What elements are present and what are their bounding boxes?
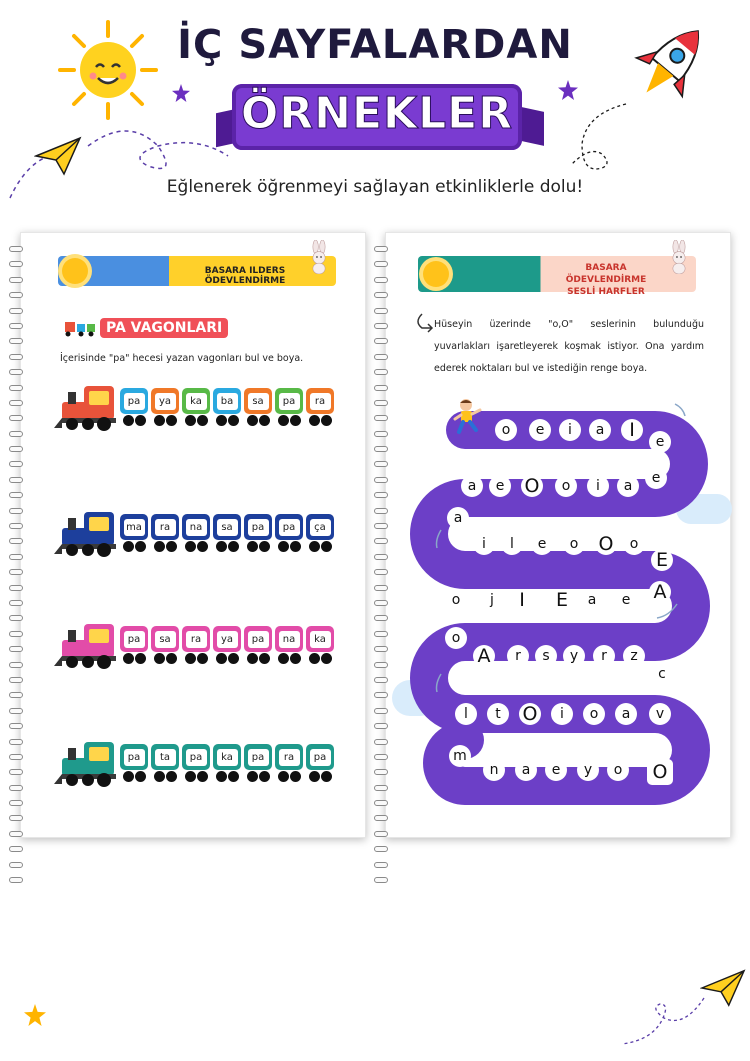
maze-bubble[interactable]: m bbox=[449, 745, 471, 767]
spiral-ring bbox=[9, 431, 23, 437]
spiral-ring bbox=[374, 292, 388, 298]
spiral-ring bbox=[374, 261, 388, 267]
train-wagon[interactable] bbox=[306, 388, 334, 414]
wagon-wheel bbox=[185, 415, 196, 426]
tagline: Eğlenerek öğrenmeyi sağlayan etkinliklerle dolu! bbox=[166, 177, 584, 197]
maze-bubble[interactable]: y bbox=[563, 645, 585, 667]
train-wagon[interactable] bbox=[213, 626, 241, 652]
wagon-wheel bbox=[290, 541, 301, 552]
spiral-ring bbox=[9, 277, 23, 283]
wagon-syllable: pa bbox=[248, 519, 269, 536]
train-wagon[interactable] bbox=[151, 626, 179, 652]
wagon-wheel bbox=[135, 771, 146, 782]
spiral-ring bbox=[9, 446, 23, 452]
wagon-syllable: ra bbox=[310, 393, 331, 410]
wagon-wheel bbox=[290, 415, 301, 426]
bunny-icon bbox=[308, 240, 330, 274]
wagon-syllable: ba bbox=[217, 393, 238, 410]
spiral-ring bbox=[9, 261, 23, 267]
spiral-ring bbox=[9, 385, 23, 391]
wagon-wheel bbox=[321, 415, 332, 426]
train-wagon[interactable] bbox=[120, 388, 148, 414]
spiral-ring bbox=[9, 585, 23, 591]
dashed-path-bottom bbox=[620, 990, 710, 1050]
wagon-wheel bbox=[154, 653, 165, 664]
maze-bubble[interactable]: O bbox=[647, 759, 673, 785]
boy-running-icon bbox=[452, 398, 486, 438]
maze-bubble[interactable]: a bbox=[515, 759, 537, 781]
wagon-syllable: sa bbox=[248, 393, 269, 410]
wagon-syllable: pa bbox=[279, 519, 300, 536]
maze-bubble[interactable]: j bbox=[481, 589, 503, 611]
wagon-wheel bbox=[259, 653, 270, 664]
spiral-ring bbox=[374, 308, 388, 314]
maze-bubble[interactable]: e bbox=[615, 589, 637, 611]
train-wagon[interactable] bbox=[244, 626, 272, 652]
maze-bubble[interactable]: i bbox=[551, 703, 573, 725]
wagon-wheel bbox=[135, 653, 146, 664]
spiral-ring bbox=[9, 846, 23, 852]
spiral-ring bbox=[374, 354, 388, 360]
train-wagon[interactable] bbox=[275, 744, 303, 770]
wagon-syllable: pa bbox=[124, 631, 145, 648]
wagon-syllable: pa bbox=[248, 749, 269, 766]
spiral-ring bbox=[9, 323, 23, 329]
wagon-wheel bbox=[247, 653, 258, 664]
spiral-ring bbox=[9, 354, 23, 360]
maze-bubble[interactable]: z bbox=[623, 645, 645, 667]
maze-bubble[interactable]: i bbox=[559, 419, 581, 441]
wagon-wheel bbox=[197, 541, 208, 552]
wagon-syllable: ma bbox=[124, 519, 145, 536]
page-subtitle-banner-text: ÖRNEKLER bbox=[240, 88, 514, 139]
wagon-syllable: ra bbox=[155, 519, 176, 536]
wagon-wheel bbox=[123, 415, 134, 426]
spiral-ring bbox=[9, 677, 23, 683]
spiral-ring bbox=[9, 646, 23, 652]
train-wagon[interactable] bbox=[213, 388, 241, 414]
wagon-wheel bbox=[321, 653, 332, 664]
train-wagon[interactable] bbox=[151, 514, 179, 540]
spiral-ring bbox=[9, 569, 23, 575]
spiral-ring bbox=[9, 769, 23, 775]
wagon-wheel bbox=[278, 771, 289, 782]
spiral-ring bbox=[9, 877, 23, 883]
locomotive-icon bbox=[54, 622, 120, 670]
spiral-ring bbox=[9, 692, 23, 698]
spiral-ring bbox=[9, 800, 23, 806]
spiral-ring bbox=[9, 831, 23, 837]
spiral-ring bbox=[374, 877, 388, 883]
locomotive-icon bbox=[54, 384, 120, 432]
train-wagon[interactable] bbox=[151, 388, 179, 414]
wagon-wheel bbox=[259, 771, 270, 782]
maze-bubble[interactable]: a bbox=[447, 507, 469, 529]
spiral-ring bbox=[9, 631, 23, 637]
sun-icon bbox=[62, 258, 88, 284]
maze-bubble[interactable]: c bbox=[651, 663, 673, 685]
wagon-wheel bbox=[216, 653, 227, 664]
maze-bubble[interactable]: e bbox=[531, 533, 553, 555]
train-wagon[interactable] bbox=[182, 514, 210, 540]
maze-bubble[interactable]: l bbox=[455, 703, 477, 725]
train-wagon[interactable] bbox=[182, 626, 210, 652]
maze-bubble[interactable]: a bbox=[581, 589, 603, 611]
spiral-ring bbox=[9, 338, 23, 344]
maze-bubble[interactable]: e bbox=[489, 475, 511, 497]
spiral-ring bbox=[9, 600, 23, 606]
wagon-wheel bbox=[216, 541, 227, 552]
right-header-label: BASARA ÖDEVLENDİRME SESLİ HARFLER bbox=[565, 263, 647, 297]
maze-bubble[interactable]: r bbox=[593, 645, 615, 667]
train-wagon[interactable] bbox=[151, 744, 179, 770]
spiral-ring bbox=[9, 708, 23, 714]
maze-instruction: Hüseyin üzerinde "o,O" seslerinin bulunduğu yuvarlakları işaretleyerek koşmak istiyor. Ona yardım ederek noktaları bul ve istediğin renge boya. bbox=[434, 319, 704, 374]
maze-bubble[interactable]: o bbox=[495, 419, 517, 441]
wagon-wheel bbox=[154, 415, 165, 426]
train-wagon[interactable] bbox=[244, 388, 272, 414]
wagon-wheel bbox=[166, 541, 177, 552]
wagon-wheel bbox=[278, 653, 289, 664]
maze-bubble[interactable]: t bbox=[487, 703, 509, 725]
wagon-wheel bbox=[216, 415, 227, 426]
spiral-ring bbox=[9, 477, 23, 483]
activity-title: PA VAGONLARI bbox=[100, 318, 228, 338]
maze-bubble[interactable]: l bbox=[501, 533, 523, 555]
spiral-ring bbox=[374, 815, 388, 821]
spiral-ring bbox=[374, 862, 388, 868]
locomotive-icon bbox=[54, 740, 120, 788]
star-icon bbox=[172, 84, 190, 102]
maze-bubble[interactable]: A bbox=[473, 645, 495, 667]
train bbox=[54, 622, 344, 670]
train-wagon[interactable] bbox=[244, 744, 272, 770]
wagon-wheel bbox=[185, 771, 196, 782]
wagon-wheel bbox=[166, 771, 177, 782]
spiral-ring bbox=[9, 662, 23, 668]
wagon-wheel bbox=[259, 415, 270, 426]
spiral-ring bbox=[374, 338, 388, 344]
maze-bubble[interactable]: e bbox=[649, 431, 671, 453]
spiral-ring bbox=[9, 292, 23, 298]
wagon-wheel bbox=[185, 541, 196, 552]
train-wagon[interactable] bbox=[182, 744, 210, 770]
wagon-wheel bbox=[123, 541, 134, 552]
wagon-syllable: ka bbox=[310, 631, 331, 648]
wagon-wheel bbox=[290, 653, 301, 664]
train bbox=[54, 510, 344, 558]
maze-bubble[interactable]: i bbox=[473, 533, 495, 555]
wagon-syllable: pa bbox=[186, 749, 207, 766]
wagon-wheel bbox=[123, 771, 134, 782]
spiral-ring bbox=[9, 369, 23, 375]
wagon-wheel bbox=[197, 771, 208, 782]
maze-bubble[interactable]: s bbox=[535, 645, 557, 667]
wagon-wheel bbox=[197, 653, 208, 664]
wagon-wheel bbox=[228, 653, 239, 664]
wagon-wheel bbox=[228, 415, 239, 426]
wagon-wheel bbox=[259, 541, 270, 552]
wagon-syllable: ta bbox=[155, 749, 176, 766]
spiral-ring bbox=[374, 369, 388, 375]
spiral-ring bbox=[9, 523, 23, 529]
spiral-ring bbox=[9, 538, 23, 544]
spiral-ring bbox=[9, 723, 23, 729]
wagon-syllable: pa bbox=[124, 393, 145, 410]
wagon-syllable: na bbox=[186, 519, 207, 536]
wagon-wheel bbox=[185, 653, 196, 664]
train-wagon[interactable] bbox=[275, 388, 303, 414]
wagon-syllable: pa bbox=[279, 393, 300, 410]
maze-bubble[interactable]: o bbox=[445, 627, 467, 649]
spiral-ring bbox=[9, 554, 23, 560]
spiral-ring bbox=[9, 400, 23, 406]
maze-bubble[interactable]: y bbox=[577, 759, 599, 781]
wagon-wheel bbox=[321, 771, 332, 782]
maze-bubble[interactable]: O bbox=[521, 475, 543, 497]
wagon-syllable: ra bbox=[279, 749, 300, 766]
maze-bubble[interactable]: n bbox=[483, 759, 505, 781]
wagon-syllable: na bbox=[279, 631, 300, 648]
spiral-ring bbox=[374, 831, 388, 837]
train-wagon[interactable] bbox=[120, 514, 148, 540]
train-wagon[interactable] bbox=[275, 626, 303, 652]
maze-bubble[interactable]: e bbox=[545, 759, 567, 781]
train-wagon[interactable] bbox=[182, 388, 210, 414]
locomotive-icon bbox=[54, 510, 120, 558]
wagon-wheel bbox=[166, 653, 177, 664]
train-wagon[interactable] bbox=[120, 626, 148, 652]
spiral-ring bbox=[374, 246, 388, 252]
maze-bubble[interactable]: O bbox=[519, 703, 541, 725]
arrow-icon bbox=[414, 312, 434, 334]
spiral-ring bbox=[9, 754, 23, 760]
wagon-wheel bbox=[278, 415, 289, 426]
maze-bubble[interactable]: I bbox=[621, 419, 643, 441]
maze-bubble[interactable]: I bbox=[511, 589, 533, 611]
wagon-wheel bbox=[309, 541, 320, 552]
maze-bubble[interactable]: a bbox=[589, 419, 611, 441]
star-icon bbox=[24, 1004, 46, 1026]
maze-bubble[interactable]: o bbox=[445, 589, 467, 611]
spiral-ring bbox=[374, 277, 388, 283]
train-wagon[interactable] bbox=[213, 514, 241, 540]
maze-bubble[interactable]: A bbox=[649, 581, 671, 603]
maze-bubble[interactable]: a bbox=[615, 703, 637, 725]
wagon-wheel bbox=[290, 771, 301, 782]
spiral-ring bbox=[9, 508, 23, 514]
spiral-binding bbox=[9, 246, 21, 883]
train bbox=[54, 384, 344, 432]
wagon-syllable: pa bbox=[310, 749, 331, 766]
wagon-wheel bbox=[135, 415, 146, 426]
spiral-ring bbox=[9, 785, 23, 791]
wagon-wheel bbox=[166, 415, 177, 426]
train-wagon[interactable] bbox=[306, 514, 334, 540]
train-wagon[interactable] bbox=[275, 514, 303, 540]
wagon-wheel bbox=[216, 771, 227, 782]
maze-bubble[interactable]: e bbox=[645, 467, 667, 489]
spiral-ring bbox=[9, 308, 23, 314]
wagon-wheel bbox=[228, 541, 239, 552]
maze-bubble[interactable]: E bbox=[551, 589, 573, 611]
spiral-ring bbox=[9, 492, 23, 498]
wagon-wheel bbox=[123, 653, 134, 664]
train-icon bbox=[63, 318, 99, 338]
wagon-syllable: pa bbox=[248, 631, 269, 648]
wagon-syllable: ya bbox=[217, 631, 238, 648]
wagon-syllable: sa bbox=[217, 519, 238, 536]
spiral-ring bbox=[9, 739, 23, 745]
train-wagon[interactable] bbox=[120, 744, 148, 770]
wagon-wheel bbox=[135, 541, 146, 552]
wagon-wheel bbox=[228, 771, 239, 782]
maze-bubble[interactable]: e bbox=[529, 419, 551, 441]
spiral-ring bbox=[374, 323, 388, 329]
maze-bubble[interactable]: o bbox=[623, 533, 645, 555]
wagon-syllable: sa bbox=[155, 631, 176, 648]
spiral-ring bbox=[374, 846, 388, 852]
train-wagon[interactable] bbox=[306, 626, 334, 652]
spiral-ring bbox=[9, 415, 23, 421]
maze-bubble[interactable]: E bbox=[651, 549, 673, 571]
train bbox=[54, 740, 344, 788]
maze-bubble[interactable]: o bbox=[555, 475, 577, 497]
maze-bubble[interactable]: v bbox=[649, 703, 671, 725]
wagon-wheel bbox=[321, 541, 332, 552]
wagon-syllable: ça bbox=[310, 519, 331, 536]
sun-icon bbox=[423, 261, 449, 287]
wagon-wheel bbox=[154, 541, 165, 552]
maze-bubble[interactable]: r bbox=[507, 645, 529, 667]
page-title: İÇ SAYFALARDAN bbox=[177, 22, 573, 68]
wagon-wheel bbox=[247, 541, 258, 552]
wagon-syllable: pa bbox=[124, 749, 145, 766]
wagon-syllable: ya bbox=[155, 393, 176, 410]
train-wagon[interactable] bbox=[213, 744, 241, 770]
maze-bubble[interactable]: a bbox=[617, 475, 639, 497]
maze-bubble[interactable]: O bbox=[595, 533, 617, 555]
maze-bubble[interactable]: a bbox=[461, 475, 483, 497]
train-wagon[interactable] bbox=[244, 514, 272, 540]
wagon-syllable: ka bbox=[217, 749, 238, 766]
wagon-wheel bbox=[247, 771, 258, 782]
wagon-syllable: ka bbox=[186, 393, 207, 410]
wagon-wheel bbox=[154, 771, 165, 782]
wagon-wheel bbox=[247, 415, 258, 426]
maze-bubble[interactable]: o bbox=[583, 703, 605, 725]
maze-bubble[interactable]: i bbox=[587, 475, 609, 497]
star-icon bbox=[558, 80, 578, 100]
wagon-wheel bbox=[309, 653, 320, 664]
spiral-ring bbox=[9, 862, 23, 868]
wagon-syllable: ra bbox=[186, 631, 207, 648]
spiral-ring bbox=[9, 461, 23, 467]
wagon-wheel bbox=[197, 415, 208, 426]
train-wagon[interactable] bbox=[306, 744, 334, 770]
spiral-ring bbox=[9, 815, 23, 821]
wagon-wheel bbox=[309, 415, 320, 426]
wagon-wheel bbox=[278, 541, 289, 552]
maze-bubble[interactable]: o bbox=[563, 533, 585, 555]
wagon-wheel bbox=[309, 771, 320, 782]
maze-bubble[interactable]: o bbox=[607, 759, 629, 781]
bunny-icon bbox=[668, 240, 690, 274]
spiral-ring bbox=[9, 246, 23, 252]
left-header-label: BASARA ILDERS ÖDEVLENDİRME bbox=[204, 266, 286, 286]
activity-instruction: İçerisinde "pa" hecesi yazan vagonları bul ve boya. bbox=[60, 353, 304, 364]
spiral-ring bbox=[9, 615, 23, 621]
